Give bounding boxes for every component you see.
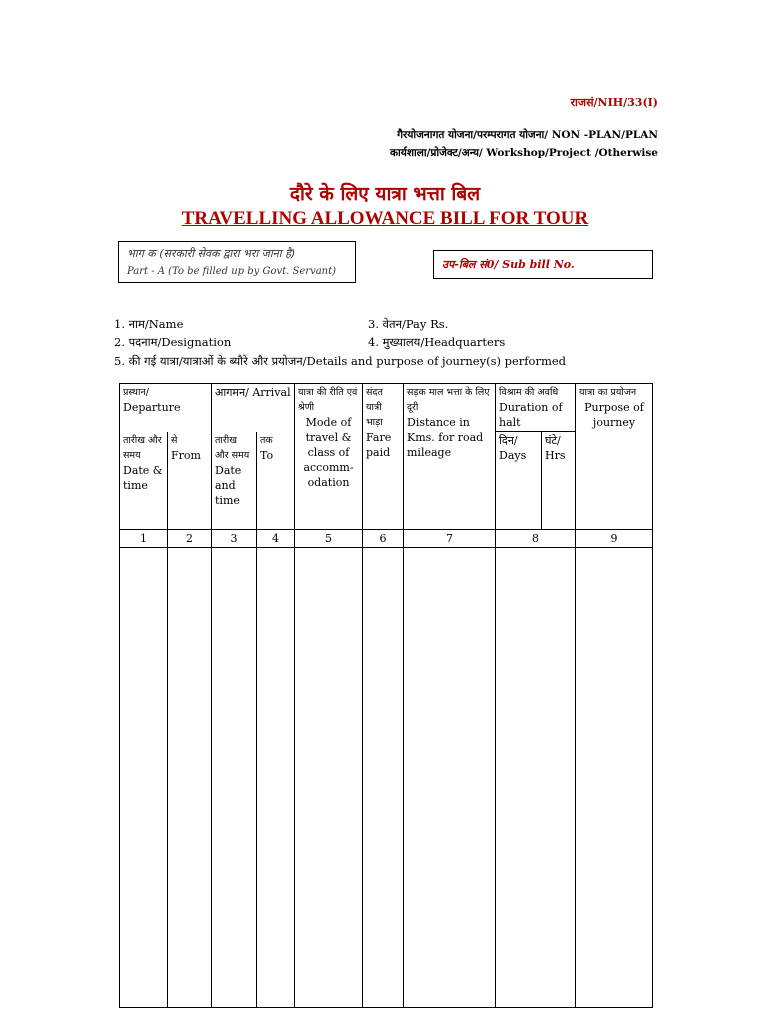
arr-date-header: तारीख और समय Date and time bbox=[212, 432, 257, 530]
part-a-hindi: भाग क (सरकारी सेवक द्वारा भरा जाना है) bbox=[127, 247, 296, 260]
col-num-2: 2 bbox=[168, 530, 212, 548]
col-num-6: 6 bbox=[363, 530, 404, 548]
departure-header: प्रस्थान/ Departure bbox=[120, 384, 212, 432]
entry-from[interactable] bbox=[168, 548, 212, 1008]
col-num-8: 8 bbox=[496, 530, 576, 548]
entry-halt[interactable] bbox=[496, 548, 576, 1008]
entry-distance[interactable] bbox=[404, 548, 496, 1008]
fare-header: संदत यात्री भाड़ा Fare paid bbox=[363, 384, 404, 530]
entry-purpose[interactable] bbox=[576, 548, 653, 1008]
column-number-row bbox=[120, 530, 653, 548]
journey-details-label: 5. की गई यात्रा/यात्राओं के ब्यौरे और प्रयोजन/Details and purpose of journey(s) performed bbox=[114, 354, 567, 368]
designation-field[interactable]: 2. पदनाम/Designation bbox=[114, 335, 232, 349]
col-num-7: 7 bbox=[404, 530, 496, 548]
days-header: दिन/ Days bbox=[496, 432, 542, 530]
entry-dep-date[interactable] bbox=[120, 548, 168, 1008]
workshop-line: कार्यशाला/प्रोजेक्ट/अन्य/ Workshop/Project /Otherwise bbox=[389, 147, 658, 159]
to-header: तक To bbox=[257, 432, 295, 530]
pay-field[interactable]: 3. वेतन/Pay Rs. bbox=[368, 317, 449, 331]
headquarters-field[interactable]: 4. मुख्यालय/Headquarters bbox=[368, 335, 506, 349]
form-code: राजसं/NIH/33(I) bbox=[570, 96, 658, 109]
sub-bill-box[interactable]: उप-बिल सं0/ Sub bill No. bbox=[433, 250, 653, 279]
entry-to[interactable] bbox=[257, 548, 295, 1008]
col-num-9: 9 bbox=[576, 530, 653, 548]
hrs-header: घंटे/ Hrs bbox=[542, 432, 576, 530]
arrival-header: आगमन/ Arrival bbox=[212, 384, 295, 432]
from-header: से From bbox=[168, 432, 212, 530]
col-num-4: 4 bbox=[257, 530, 295, 548]
part-a-box bbox=[118, 241, 356, 283]
col-num-3: 3 bbox=[212, 530, 257, 548]
plan-line: गैरयोजनागत योजना/परम्परागत योजना/ NON -PLAN/PLAN bbox=[397, 129, 658, 141]
entry-row[interactable] bbox=[120, 548, 653, 1008]
purpose-header: यात्रा का प्रयोजन Purpose of journey bbox=[576, 384, 653, 530]
col-num-1: 1 bbox=[120, 530, 168, 548]
distance-header: सड़क माल भत्ता के लिए दूरी Distance in Kms. for road mileage bbox=[404, 384, 496, 530]
entry-arr-date[interactable] bbox=[212, 548, 257, 1008]
col-num-5: 5 bbox=[295, 530, 363, 548]
part-a-english: Part - A (To be filled up by Govt. Servant) bbox=[127, 266, 337, 277]
name-field[interactable]: 1. नाम/Name bbox=[114, 317, 184, 331]
journey-table bbox=[119, 383, 653, 1008]
title-hindi: दौरे के लिए यात्रा भत्ता बिल bbox=[289, 183, 481, 205]
mode-header: यात्रा की रीति एवं श्रेणी Mode of travel & class of accomm-odation bbox=[295, 384, 363, 530]
title-english: TRAVELLING ALLOWANCE BILL FOR TOUR bbox=[181, 208, 589, 229]
dep-date-header: तारीख और समय Date & time bbox=[120, 432, 168, 530]
entry-fare[interactable] bbox=[363, 548, 404, 1008]
entry-mode[interactable] bbox=[295, 548, 363, 1008]
halt-header: विश्राम की अवधि Duration of halt bbox=[496, 384, 576, 432]
